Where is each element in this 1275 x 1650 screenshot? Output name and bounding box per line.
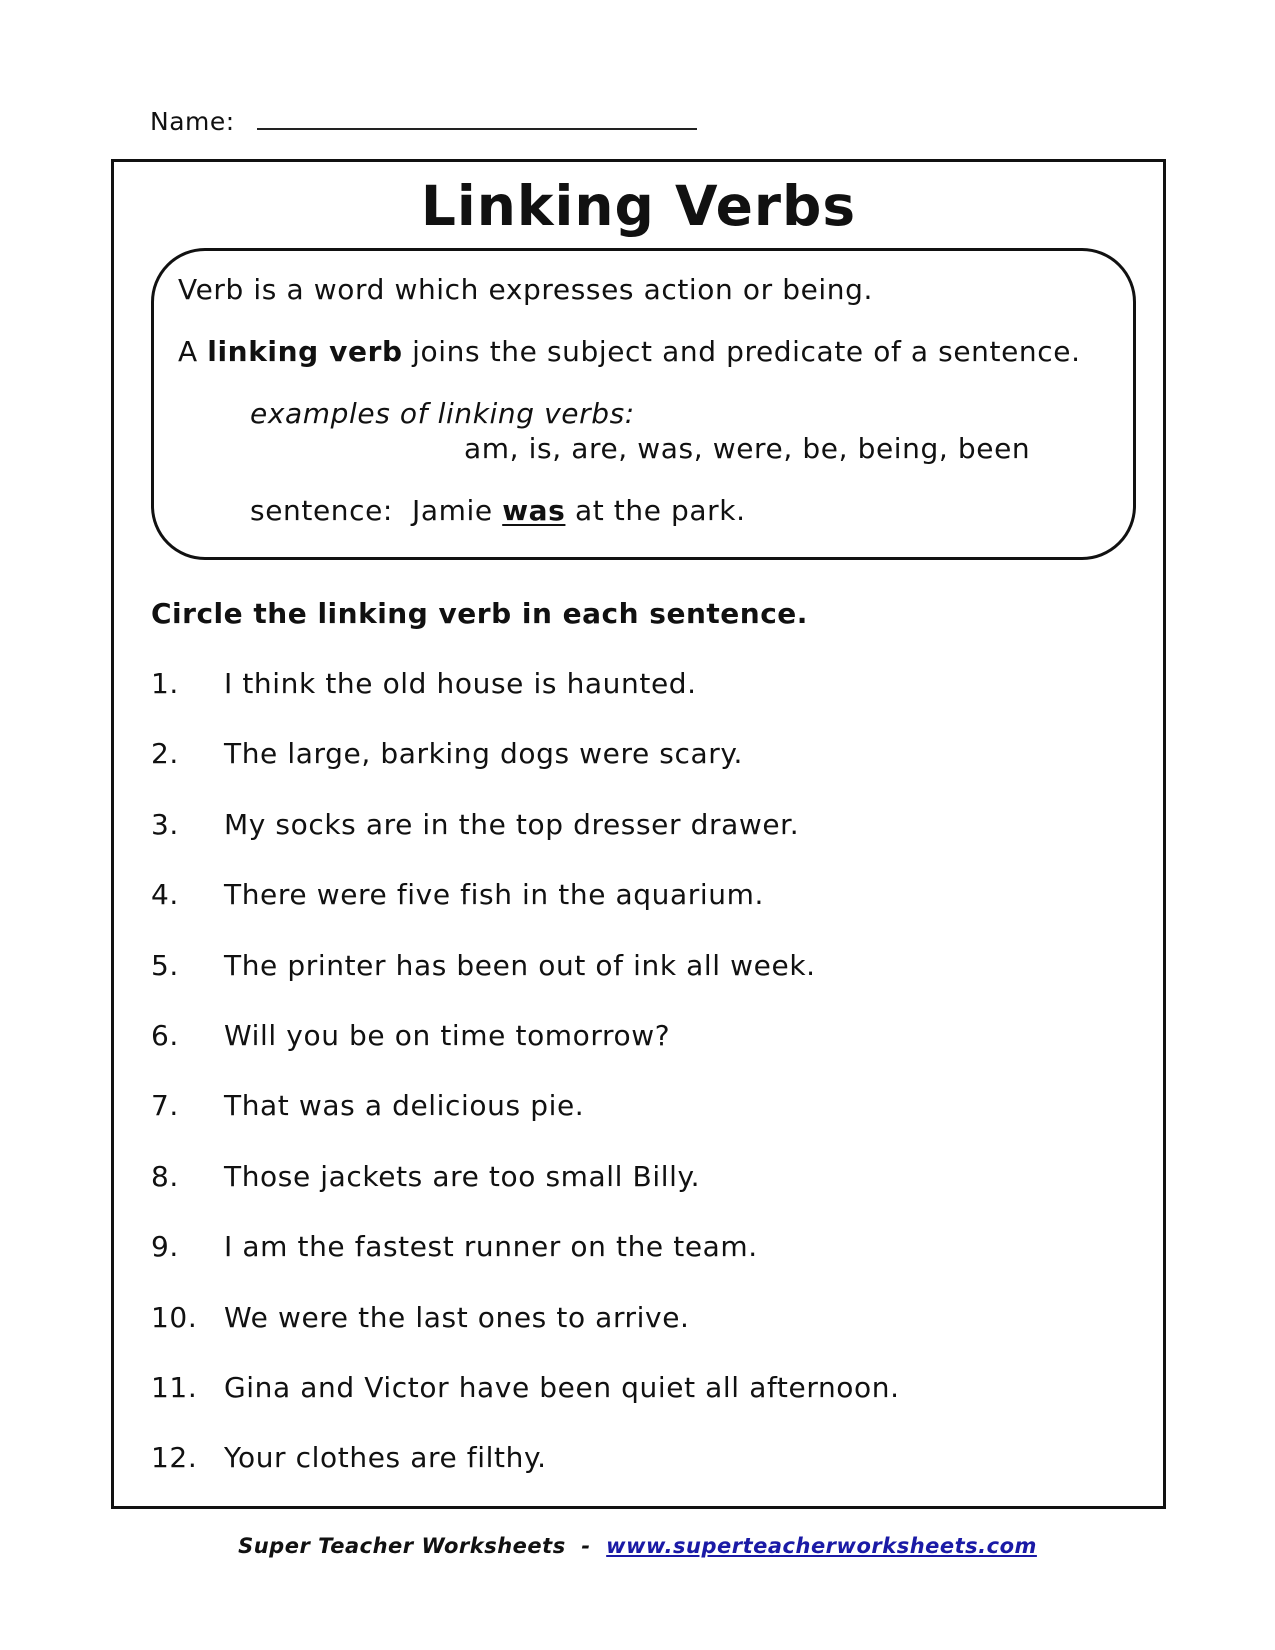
footer-link[interactable]: www.superteacherworksheets.com [606, 1534, 1037, 1558]
sentence-label: sentence: [250, 494, 393, 527]
item-number: 11. [151, 1370, 198, 1404]
item-text[interactable]: My socks are in the top dresser drawer. [224, 807, 800, 841]
list-item [151, 878, 900, 948]
list-item [151, 1230, 900, 1300]
list-item [151, 1441, 900, 1511]
item-number: 7. [151, 1089, 179, 1123]
name-label: Name: [150, 107, 235, 136]
item-number: 9. [151, 1230, 179, 1264]
linking-verb-term: linking verb [207, 335, 403, 368]
list-item [151, 1371, 900, 1441]
examples-label-text: examples of linking verbs: [250, 397, 635, 430]
definition-line-2-prefix: A [178, 335, 198, 368]
item-text[interactable]: The large, barking dogs were scary. [224, 737, 744, 771]
page-title: Linking Verbs [420, 174, 857, 238]
instructions: Circle the linking verb in each sentence. [151, 597, 808, 630]
sentence-pre: Jamie [411, 494, 493, 527]
definition-line-2 [178, 335, 1081, 368]
examples-label [250, 397, 635, 430]
name-row [150, 104, 697, 136]
definition-line-2-rest: joins the subject and predicate of a sentence. [412, 335, 1081, 368]
definition-box [151, 248, 1136, 560]
footer [0, 1534, 1275, 1558]
item-number: 6. [151, 1018, 179, 1052]
name-field-line[interactable] [257, 104, 697, 130]
item-text[interactable]: I am the fastest runner on the team. [224, 1230, 758, 1264]
item-text[interactable]: That was a delicious pie. [224, 1089, 585, 1123]
list-item [151, 1160, 900, 1230]
item-number: 4. [151, 878, 179, 912]
item-number: 3. [151, 807, 179, 841]
list-item [151, 808, 900, 878]
item-text[interactable]: Will you be on time tomorrow? [224, 1018, 671, 1052]
worksheet-frame [111, 159, 1166, 1509]
item-text[interactable]: The printer has been out of ink all week. [224, 948, 816, 982]
item-number: 8. [151, 1159, 179, 1193]
examples-list: am, is, are, was, were, be, being, been [464, 432, 1031, 465]
list-item [151, 949, 900, 1019]
item-text[interactable]: We were the last ones to arrive. [224, 1300, 690, 1334]
item-number: 10. [151, 1300, 198, 1334]
item-text[interactable]: Those jackets are too small Billy. [224, 1159, 701, 1193]
list-item [151, 1019, 900, 1089]
example-sentence [250, 494, 746, 527]
item-number: 12. [151, 1441, 198, 1475]
footer-separator: - [581, 1534, 591, 1558]
footer-brand: Super Teacher Worksheets [238, 1534, 566, 1558]
item-number: 1. [151, 667, 179, 700]
item-text[interactable]: Your clothes are filthy. [224, 1441, 547, 1475]
sentence-post: at the park. [574, 494, 746, 527]
list-item [151, 667, 900, 737]
sentence-verb: was [502, 494, 566, 527]
item-text[interactable]: Gina and Victor have been quiet all afternoon. [224, 1370, 900, 1404]
sentence-list [151, 667, 900, 1512]
item-text[interactable]: There were five fish in the aquarium. [224, 878, 764, 912]
item-number: 2. [151, 737, 179, 771]
item-text[interactable]: I think the old house is haunted. [224, 667, 697, 700]
definition-line-1: Verb is a word which expresses action or being. [178, 273, 874, 306]
list-item [151, 737, 900, 807]
item-number: 5. [151, 948, 179, 982]
list-item [151, 1089, 900, 1159]
list-item [151, 1301, 900, 1371]
